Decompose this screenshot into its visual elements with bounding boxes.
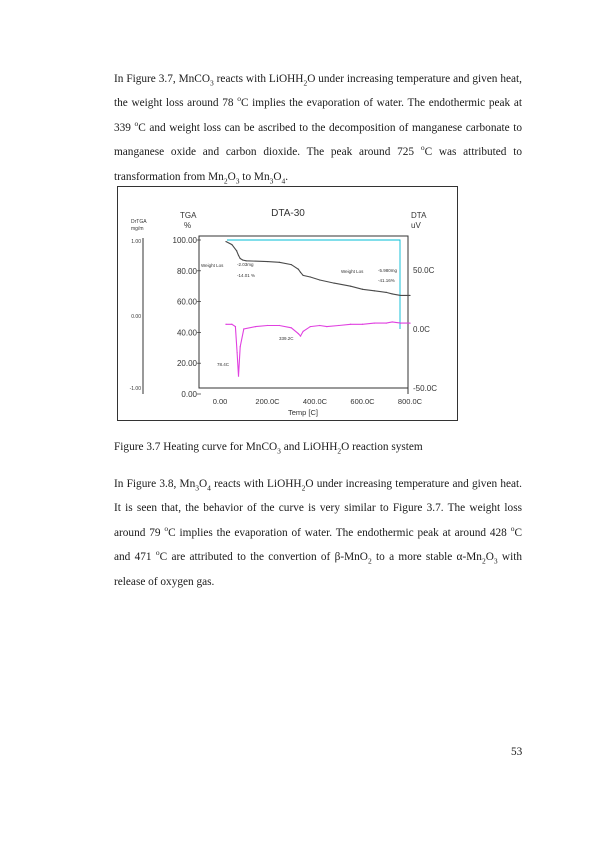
chart-title: DTA-30: [271, 208, 305, 219]
dta-point: [338, 325, 339, 326]
tga-point: [240, 258, 241, 259]
tga-point: [333, 283, 334, 284]
dta-point: [225, 324, 226, 325]
dta-point: [409, 323, 410, 324]
tga-point: [386, 292, 387, 293]
dta-point: [303, 331, 304, 332]
dta-point: [300, 335, 301, 336]
tga-point: [238, 255, 239, 256]
dta-tick: 0.0C: [413, 325, 430, 334]
drtga-tick: 0.00: [131, 314, 141, 320]
drtga-tick: 1.00: [131, 239, 141, 245]
peak-1-label: 78.4C: [217, 362, 230, 367]
dta-point: [298, 333, 299, 334]
dta-point: [319, 325, 320, 326]
tga-point: [400, 295, 401, 296]
dta-point: [237, 352, 238, 353]
tga-point: [300, 272, 301, 273]
tga-point: [242, 259, 243, 260]
dta-point: [374, 323, 375, 324]
tga-point: [267, 261, 268, 262]
dta-point: [310, 326, 311, 327]
tga-point: [392, 293, 393, 294]
x-tick: 0.00: [212, 397, 228, 406]
tga-point: [310, 276, 311, 277]
tga-point: [231, 244, 232, 245]
dta-point: [386, 323, 387, 324]
x-tick: 600.0C: [350, 397, 375, 406]
weight-loss-1-value-mg: -2.03mg: [237, 262, 254, 267]
tga-tick: 0.00: [181, 390, 197, 399]
dta-point: [350, 324, 351, 325]
dta-point: [400, 323, 401, 324]
dta-point: [240, 346, 241, 347]
drtga-tick: -1.00: [129, 386, 141, 392]
tga-point: [350, 286, 351, 287]
figure-3-7: [117, 186, 458, 421]
tga-point: [409, 295, 410, 296]
x-axis-label: Temp [C]: [287, 408, 319, 417]
tga-point: [374, 290, 375, 291]
x-tick: 400.0C: [302, 397, 328, 406]
figure-border: [118, 187, 458, 421]
dta-point: [231, 324, 232, 325]
dta-point: [362, 324, 363, 325]
dta-point: [326, 326, 327, 327]
x-tick: 200.0C: [255, 397, 280, 406]
tga-tick: 60.00: [176, 297, 197, 307]
paragraph-2: In Figure 3.8, $Mn_3O_4$ reacts with LiOHH$_2$O under increasing temperature and given heat. It is seen that, the behavior of the curve is very similar to Figure 3.7. The weight loss around 79 $^o$C implies the evaporation of water. The endothermic peak at around 428 $^o$C and 471 $^o$C are attributed to the convertion of β-MnO$_2$ to a more stable $\alpha-Mn_2O_3$ with release of oxygen gas.: [114, 478, 522, 588]
tga-point: [291, 264, 292, 265]
tga-point: [225, 241, 226, 242]
dta-point: [291, 327, 292, 328]
tga-axis-label-line1: TGA: [180, 211, 197, 220]
dta-point: [392, 321, 393, 322]
tga-point: [362, 289, 363, 290]
tga-tick: 40.00: [176, 328, 197, 338]
x-tick: 800.0C: [397, 397, 423, 406]
weight-loss-1-label: Weight Los: [201, 263, 224, 268]
tga-point: [236, 250, 237, 251]
dta-point: [267, 325, 268, 326]
paragraph-1: In Figure 3.7, MnCO$_3$ reacts with LiOHH$_2$O under increasing temperature and given heat, the weight loss around 78 $^o$C implies the evaporation of water. The endothermic peak at 339 $^o$C and weight loss can be ascribed to the decomposition of manganese carbonate to manganese oxide and carbon dioxide. The peak around 725 $^o$C was attributed to transformation from $Mn_2O_3$ to $Mn_3O_4$.: [114, 73, 522, 185]
dta-tga-chart: [117, 186, 458, 421]
dta-axis-label-line1: DTA: [411, 211, 427, 220]
tga-point: [319, 279, 320, 280]
dta-point: [279, 325, 280, 326]
weight-loss-2-value-pct: -41.16%: [378, 278, 395, 283]
dta-point: [235, 326, 236, 327]
tga-point: [298, 269, 299, 270]
dta-tick: -50.0C: [413, 384, 438, 393]
tga-axis-label-line2: %: [184, 221, 192, 230]
weight-loss-1-value-pct: -14.01 %: [237, 273, 256, 278]
drtga-axis-label-line1: DrTGA: [131, 219, 147, 225]
peak-2-label: 339.2C: [279, 336, 294, 341]
dta-axis-label-line2: uV: [411, 221, 421, 230]
drtga-axis-label-line2: mg/m: [131, 226, 144, 232]
weight-loss-2-value-mg: -5.980mg: [378, 268, 398, 273]
dta-point: [255, 326, 256, 327]
page-number: 53: [511, 746, 523, 758]
tga-point: [303, 275, 304, 276]
tga-point: [279, 262, 280, 263]
figure-caption: Figure 3.7 Heating curve for MnCO$_3$ and LiOHH$_2$O reaction system: [114, 441, 423, 456]
tga-tick: 80.00: [176, 266, 197, 276]
dta-tick: 50.0C: [413, 266, 435, 275]
tga-tick: 20.00: [176, 359, 197, 369]
dta-point: [243, 328, 244, 329]
dta-point: [238, 376, 239, 377]
weight-loss-2-label: Weight Los: [341, 269, 364, 274]
tga-tick: 100.00: [172, 236, 197, 245]
